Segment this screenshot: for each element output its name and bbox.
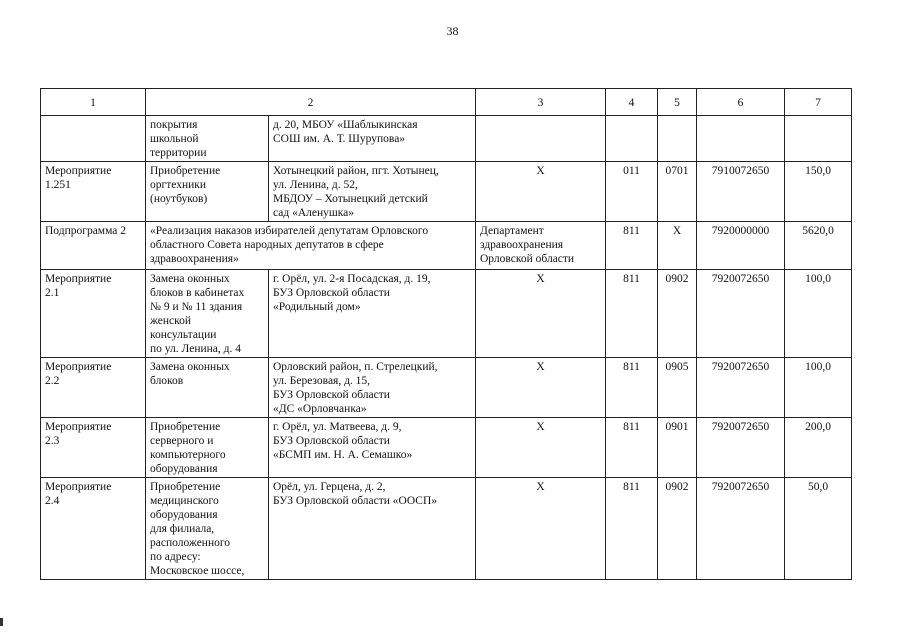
code-cell: 811	[606, 270, 658, 358]
target-article-cell: 7910072650	[697, 162, 785, 222]
header-col-7: 7	[785, 89, 852, 116]
code-cell: 811	[606, 222, 658, 270]
measure-cell: Мероприятие 2.3	[41, 418, 146, 478]
executor-cell	[476, 116, 606, 162]
address-cell: Орловский район, п. Стрелецкий, ул. Березовая, д. 15, БУЗ Орловской области «ДС «Орловчанка»	[269, 358, 476, 418]
header-col-6: 6	[697, 89, 785, 116]
address-cell: Хотынецкий район, пгт. Хотынец, ул. Ленина, д. 52, МБДОУ – Хотынецкий детский сад «Аленушка»	[269, 162, 476, 222]
budget-table	[40, 88, 852, 580]
amount-cell: 100,0	[785, 270, 852, 358]
address-cell: г. Орёл, ул. Матвеева, д. 9, БУЗ Орловской области «БСМП им. Н. А. Семашко»	[269, 418, 476, 478]
amount-cell: 100,0	[785, 358, 852, 418]
header-col-5: 5	[658, 89, 697, 116]
address-cell: г. Орёл, ул. 2-я Посадская, д. 19, БУЗ Орловской области «Родильный дом»	[269, 270, 476, 358]
code-cell: 811	[606, 478, 658, 580]
description-cell: Замена оконных блоков в кабинетах № 9 и № 11 здания женской консультации по ул. Ленина, д. 4	[146, 270, 269, 358]
section-cell: 0701	[658, 162, 697, 222]
table-row	[41, 270, 852, 358]
code-cell: 011	[606, 162, 658, 222]
header-col-1: 1	[41, 89, 146, 116]
amount-cell: 200,0	[785, 418, 852, 478]
amount-cell: 50,0	[785, 478, 852, 580]
measure-cell: Мероприятие 1.251	[41, 162, 146, 222]
measure-cell	[41, 116, 146, 162]
section-cell: 0902	[658, 270, 697, 358]
section-cell: 0901	[658, 418, 697, 478]
table-row	[41, 478, 852, 580]
page-number: 38	[446, 24, 459, 38]
executor-cell: Х	[476, 162, 606, 222]
address-cell: Орёл, ул. Герцена, д. 2, БУЗ Орловской области «ООСП»	[269, 478, 476, 580]
executor-cell: Х	[476, 270, 606, 358]
header-row	[41, 89, 852, 116]
header-col-4: 4	[606, 89, 658, 116]
description-cell: покрытия школьной территории	[146, 116, 269, 162]
code-cell	[606, 116, 658, 162]
section-cell: 0905	[658, 358, 697, 418]
executor-cell: Х	[476, 358, 606, 418]
header-col-2: 2	[146, 89, 476, 116]
scan-edge-mark	[0, 618, 3, 626]
code-cell: 811	[606, 418, 658, 478]
measure-cell: Мероприятие 2.4	[41, 478, 146, 580]
amount-cell: 150,0	[785, 162, 852, 222]
target-article-cell	[697, 116, 785, 162]
description-cell: Замена оконных блоков	[146, 358, 269, 418]
measure-cell: Мероприятие 2.1	[41, 270, 146, 358]
executor-cell: Х	[476, 478, 606, 580]
target-article-cell: 7920072650	[697, 270, 785, 358]
description-cell: Приобретение медицинского оборудования для филиала, расположенного по адресу: Московское шоссе,	[146, 478, 269, 580]
target-article-cell: 7920072650	[697, 478, 785, 580]
code-cell: 811	[606, 358, 658, 418]
address-cell: д. 20, МБОУ «Шаблыкинская СОШ им. А. Т. Шурупова»	[269, 116, 476, 162]
measure-cell: Подпрограмма 2	[41, 222, 146, 270]
header-col-3: 3	[476, 89, 606, 116]
executor-cell: Департамент здравоохранения Орловской области	[476, 222, 606, 270]
amount-cell: 5620,0	[785, 222, 852, 270]
measure-cell: Мероприятие 2.2	[41, 358, 146, 418]
table-row	[41, 162, 852, 222]
target-article-cell: 7920000000	[697, 222, 785, 270]
description-cell: Приобретение серверного и компьютерного оборудования	[146, 418, 269, 478]
subprogram-title-cell: «Реализация наказов избирателей депутатам Орловского областного Совета народных депутатов в сфере здравоохранения»	[146, 222, 476, 270]
table-row	[41, 418, 852, 478]
amount-cell	[785, 116, 852, 162]
table-row	[41, 116, 852, 162]
section-cell: 0902	[658, 478, 697, 580]
table-row	[41, 358, 852, 418]
target-article-cell: 7920072650	[697, 418, 785, 478]
executor-cell: Х	[476, 418, 606, 478]
description-cell: Приобретение оргтехники (ноутбуков)	[146, 162, 269, 222]
table-row	[41, 222, 852, 270]
section-cell: Х	[658, 222, 697, 270]
target-article-cell: 7920072650	[697, 358, 785, 418]
section-cell	[658, 116, 697, 162]
